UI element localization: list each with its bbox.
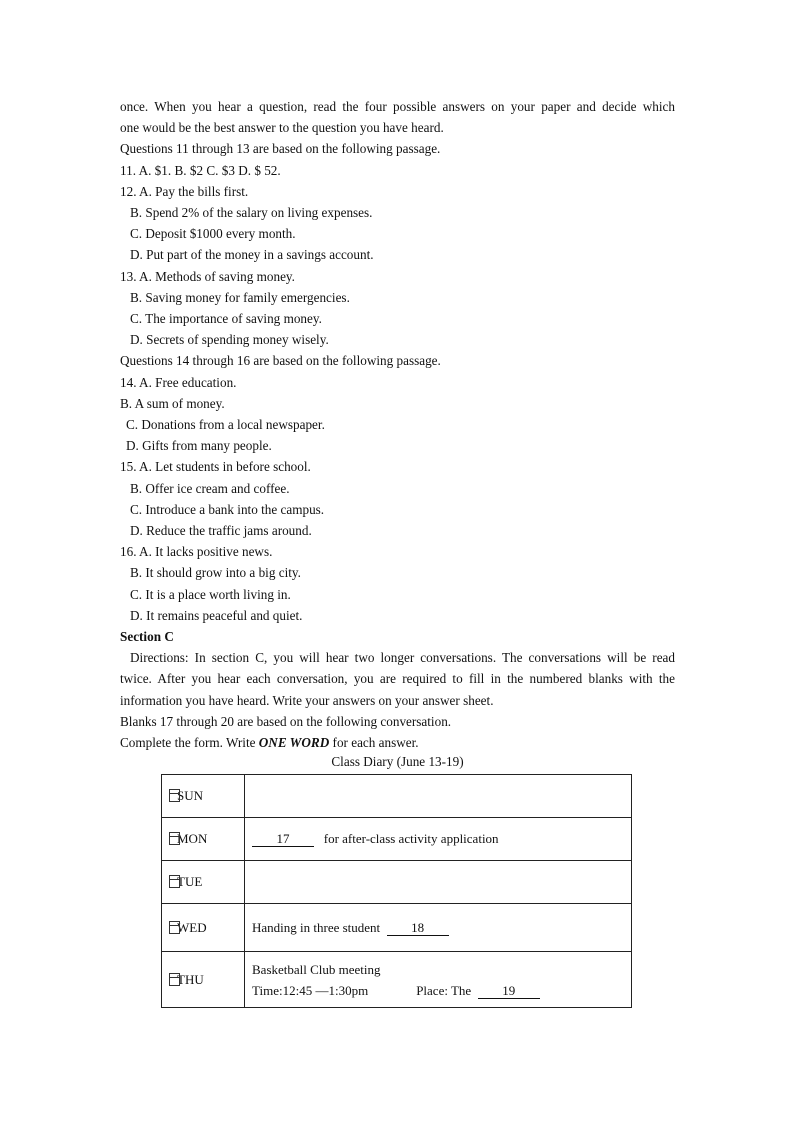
day-cell — [162, 952, 245, 1008]
question-12-option-b: B. Spend 2% of the salary on living expenses. — [130, 205, 373, 221]
meeting-title: Basketball Club meeting — [252, 961, 381, 977]
calendar-icon — [169, 921, 180, 934]
day-label: WED — [177, 919, 207, 935]
class-diary-table — [161, 774, 632, 1008]
activity-text: for after-class activity application — [323, 831, 499, 846]
day-cell — [162, 904, 245, 952]
question-15-option-c: C. Introduce a bank into the campus. — [130, 501, 325, 517]
question-15-option-b: B. Offer ice cream and coffee. — [130, 480, 290, 496]
table-caption: Class Diary (June 13-19) — [331, 754, 464, 770]
directions-line: Directions: In section C, you will hear two longer conversations. The conversations will be read — [130, 650, 675, 666]
complete-instruction — [120, 732, 675, 753]
activity-text: Handing in three student — [252, 919, 381, 935]
question-14-option-a: 14. A. Free education. — [120, 374, 237, 390]
day-label: MON — [177, 831, 208, 846]
question-16-option-b: B. It should grow into a big city. — [130, 565, 301, 581]
activity-cell — [245, 952, 632, 1008]
meeting-details — [252, 980, 624, 1001]
diary-row — [162, 775, 632, 818]
diary-row — [162, 861, 632, 904]
day-cell — [162, 775, 245, 818]
question-16-option-c: C. It is a place worth living in. — [130, 586, 291, 602]
day-cell — [162, 818, 245, 861]
group-heading: Questions 11 through 13 are based on the following passage. — [120, 141, 441, 157]
question-16-option-a: 16. A. It lacks positive news. — [120, 544, 273, 560]
day-label: TUE — [177, 874, 203, 889]
intro-line: once. When you hear a question, read the four possible answers on your paper and decide which — [120, 99, 675, 114]
question-13-option-a: 13. A. Methods of saving money. — [120, 268, 295, 284]
question-13-option-d: D. Secrets of spending money wisely. — [130, 332, 329, 348]
question-13-option-c: C. The importance of saving money. — [130, 311, 322, 327]
blanks-heading: Blanks 17 through 20 are based on the following conversation. — [120, 713, 452, 729]
instruction-emphasis: ONE WORD — [258, 735, 330, 751]
meeting-place: Place: The — [416, 982, 472, 998]
question-12-option-d: D. Put part of the money in a savings account. — [130, 247, 374, 263]
intro-line: one would be the best answer to the question you have heard. — [120, 120, 444, 136]
question-12-option-a: 12. A. Pay the bills first. — [120, 183, 249, 199]
question-12-option-c: C. Deposit $1000 every month. — [130, 226, 296, 242]
calendar-icon — [169, 875, 180, 888]
diary-row — [162, 952, 632, 1008]
calendar-icon — [169, 973, 180, 986]
meeting-time: Time:12:45 —1:30pm — [252, 982, 369, 998]
activity-cell — [245, 861, 632, 904]
question-15-option-d: D. Reduce the traffic jams around. — [130, 523, 312, 539]
question-14-option-c: C. Donations from a local newspaper. — [126, 417, 325, 433]
directions-line: information you have heard. Write your answers on your answer sheet. — [120, 692, 494, 708]
question-16-option-d: D. It remains peaceful and quiet. — [130, 607, 303, 623]
section-title: Section C — [120, 629, 174, 645]
page-content — [120, 96, 675, 771]
instruction-text: for each answer. — [329, 735, 419, 751]
day-label: THU — [177, 971, 204, 987]
instruction-text: Complete the form. Write — [120, 735, 259, 751]
question-15-option-a: 15. A. Let students in before school. — [120, 459, 311, 475]
answer-blank[interactable]: 17 — [252, 832, 314, 847]
activity-cell — [245, 904, 632, 952]
question-14-option-b: B. A sum of money. — [120, 395, 225, 411]
directions-line: twice. After you hear each conversation, you are required to fill in the numbered blanks with the — [120, 671, 675, 687]
question-14-option-d: D. Gifts from many people. — [126, 438, 272, 454]
answer-blank[interactable]: 19 — [478, 984, 540, 999]
diary-row — [162, 904, 632, 952]
day-label: SUN — [177, 788, 204, 803]
activity-cell — [245, 818, 632, 861]
activity-cell — [245, 775, 632, 818]
diary-row — [162, 818, 632, 861]
question-11: 11. A. $1. B. $2 C. $3 D. $ 52. — [120, 162, 281, 178]
question-13-option-b: B. Saving money for family emergencies. — [130, 289, 350, 305]
calendar-icon — [169, 832, 180, 845]
day-cell — [162, 861, 245, 904]
group-heading: Questions 14 through 16 are based on the following passage. — [120, 353, 441, 369]
answer-blank[interactable]: 18 — [387, 921, 449, 936]
calendar-icon — [169, 789, 180, 802]
